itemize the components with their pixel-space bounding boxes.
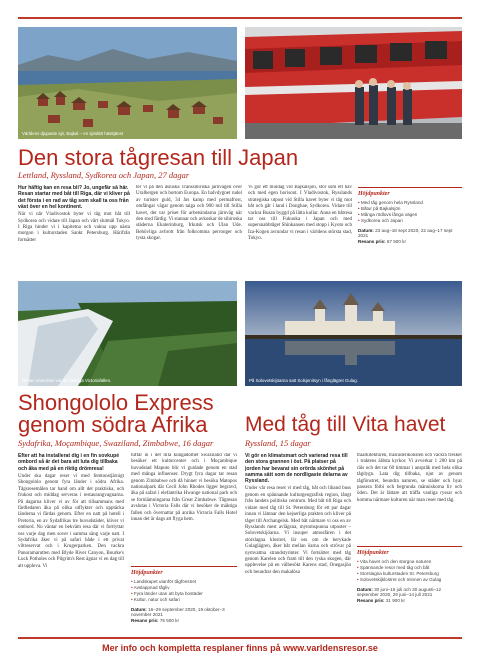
article3-lead: Vi gör en klimatsmart och varierad resa till den stora grannen i öst. På platser på jorden har bevarat sin orörda skönhet på samma sätt som de nordligaste delarna av Ryssland. xyxy=(245,453,348,485)
article1-highlights xyxy=(358,187,462,245)
highlights-rule xyxy=(358,187,462,188)
article1-lead: Hur häftig kan en resa bli? Jo, ungefär så här. Resan startar med båt till Riga, där vi kliver på det första i en rad av tåg som skall ta oss från väst över en hel kontinent. xyxy=(18,185,130,210)
list-item: • Sydkorea och Japan xyxy=(358,218,462,224)
list-item: • Spännande resor med tåg och båt xyxy=(357,565,462,571)
price-label: Resans pris: xyxy=(131,618,159,624)
article2-col1-text: Under ska dagar reser vi med femtonstjärnigt Shongololo genom fyra länder i södra Afrika. Tågsresemålen tar hand om allt det praktiska, och frukost och middag serveras i restaurangvagnarna. På dagarna kliver vi av för att tillsammans med färdledaren åka på olika utflykter och upptäcka länderna vi färdas genom. Efter en natt på hotell i Pretoria, en av Sydafrikas tre huvudstäder, kliver vi ombord. Nu väntar en bekväm resa där vi fortlyttar oss varje dag men sover i samma säng varje natt. I Sydafrika åker vi på safari både i ett privat viltreservat och i Krugerparken. Den vackra Panoramarutten med Blyde River Canyon, Bourke's Luck Potholes och Pilgrim's Rest ägnar vi en dag till att uppleva. Vi xyxy=(18,473,124,569)
article1-col1-text: När vi når Vladivostok byter vi tåg mot båt till Sydkorea och vidare till Japan och vårt slutmål Tokyo. I Riga hinder vi i kapitetna och vakna upp nästa morgon i kulturstaden Sankt Petersburg. Härifrån fortsätter xyxy=(18,212,130,243)
article2-subtitle: Sydafrika, Moçambique, Swaziland, Zimbabwe, 16 dagar xyxy=(18,438,214,448)
trip-meta xyxy=(131,607,237,625)
bottom-rule xyxy=(18,637,462,639)
list-item: • Kultur, natur och safari xyxy=(131,597,237,603)
list-item: • Fyra länder utan att byta bostäder xyxy=(131,591,237,597)
trip-price: 31 900 kr xyxy=(385,598,406,604)
footer-link[interactable]: Mer info och kompletta resplaner finns på www.varldensresor.se xyxy=(102,643,378,653)
highlights-list xyxy=(358,200,462,224)
highlights-title: Höjdpunkter xyxy=(131,570,163,576)
article2-lead: Efter att ha installerat dig i en fin sovkupé ombord så är det bara att luta dig tillbaka och åka med på en riktig drömresa! xyxy=(18,453,120,472)
trip-meta xyxy=(358,228,462,246)
article1-col3-text: Vi gör ett muldag vid Bajkalsjön, stor som ett hav och med egen horisont. I Vladivostok, Rysslands strategiska utpost vid Stilla havet byter vi tåg mot båt och går i land i Donghae, Sydkorea. Vidare till vackra Busan byggd på lätta kullar. Anna en båtresa tar oss till Fukuoka i Japan och med supersnabbtåget Shinkansen med stopp i Kyoto och Iza-Kogen avrundar vi resan i världens största stad, Tokyo. xyxy=(248,185,352,242)
article3-col2-text: träarkitekturen, träsniderikonsten och vackra fresker i traktens äldsta kyrkor. Vi avverkar 1 200 km på räls och det tar 60 timmar i anspråk med hela olika tågdygn. Lata dig tillbaka, njut av genom tågfönstret, beundra naturen, se städer och byar passera förbi och begrunda människorna liv och öden. Det är lättare att träffa vanliga ryssar och komma närmare kulturen när man reser med tåg. xyxy=(357,453,462,503)
article3-title: Med tåg till Vita havet xyxy=(245,413,446,436)
article3-highlights xyxy=(357,546,462,604)
article3-col1 xyxy=(245,453,351,633)
dates-label: Datum: xyxy=(358,227,374,233)
list-item: • Storslagna kulturstaden St. Petersburg xyxy=(357,571,462,577)
list-item: • Med tåg genom hela Ryssland xyxy=(358,200,462,206)
top-rule xyxy=(18,17,462,19)
article2-title-line1: Shongololo Express xyxy=(18,390,214,415)
dates-label: Datum: xyxy=(131,606,147,612)
photo-caption: På Solovetskijöarna satt Solsjenitsyn i fånglägret Gulag. xyxy=(249,378,358,383)
article2-highlights xyxy=(131,566,237,624)
trip-price: 75 500 kr xyxy=(159,618,180,624)
article3-subtitle: Ryssland, 15 dagar xyxy=(245,438,311,448)
list-item: • Vita havet och den storgna naturen xyxy=(357,559,462,565)
dates-label: Datum: xyxy=(357,586,373,592)
article2-col2 xyxy=(131,453,237,553)
trip-meta xyxy=(357,587,462,605)
victoria-falls-photo xyxy=(18,281,237,386)
trip-price: 67 500 kr xyxy=(386,239,407,245)
article2-col2-text: tuffar in i det lilla kungadömet Swaziland där vi besöker ett kulturcenter och i Moçambique huvudstad Maputo blir vi guidade genom en stad med många influenser. Drygt fyra dagar tar resan genom Zimbabwe och då hinner vi besöka Matopos nationalpark där Cecil John Rhodes ligger begravd, åka på safari i elefantrika Hwange national park och se fornlämningarna från Great Zimbabwe. Tågresan avslutas i Victoria Falls där vi besöker de mäktiga fallen och övernattar på anrika Victoria Falls Hotel innan det är dags att flyga hem. xyxy=(131,453,237,523)
train-photo xyxy=(245,27,462,139)
article3-col2 xyxy=(357,453,462,539)
article1-subtitle: Lettland, Ryssland, Sydkorea och Japan, 27 dagar xyxy=(18,170,190,180)
highlights-list xyxy=(131,579,237,603)
highlights-list xyxy=(357,559,462,583)
article1-col1 xyxy=(18,185,130,273)
list-item: • Båtur på Bajkalsjön xyxy=(358,206,462,212)
article2-col1 xyxy=(18,453,124,633)
trip-dates: 30 juni–15 juli och 30 augusti–12 september 2020, 29 juni–14 juli 2021 xyxy=(357,586,442,598)
solovetsky-photo xyxy=(245,281,462,386)
highlights-rule xyxy=(357,546,462,547)
highlights-title: Höjdpunkter xyxy=(358,191,390,197)
list-item: • Solovetskijklostret och minnen av Gulag xyxy=(357,577,462,583)
lake-baikal-photo xyxy=(18,27,237,139)
list-item: • Landskapet utanför tågfönstret xyxy=(131,579,237,585)
list-item: • Många rödluvs långa vägen xyxy=(358,212,462,218)
article1-col2 xyxy=(136,185,242,273)
article1-title: Den stora tågresan till Japan xyxy=(18,145,299,170)
highlights-rule xyxy=(131,566,237,567)
article3-col1-text: Under vår resa reser vi med tåg, båt och liband buss genom en spännande kulturgeografisk region, långt från landets politiska centrum. Med båt till Riga och vidare med tåg till St. Petersburg för ett par dagar innan vi lämnar den kejserliga prakten och kliver på tåget till Archangelsk. Med båt närmare vi oss en av Rysslands mest avlägsna, mytomspunna utposter – Solovetskijöarna. Vi insuper atmosfären i det storslagna klostret, lär oss om de berykade Gulaglägren, åker båt mellan öarna och strövar på nymvattna strandstyrinter. Vi fortsätter med tåg genom Karelen och fram till den ryska skogen, där upplevelse på en välbesökt Karens stad, Onegasjön och beundrar den makalösa xyxy=(245,486,351,575)
price-label: Resans pris: xyxy=(358,239,386,245)
article1-col3 xyxy=(248,185,352,273)
photo-caption: Världens djupaste sjö, Bajkal – en sjöslätt hästtjänst xyxy=(22,131,124,136)
list-item: • Avslappnad tågliv xyxy=(131,585,237,591)
photo-caption: Resan utvecklas vid de mäktiga Victoriafallen. xyxy=(22,378,112,383)
article1-col2-text: ter vi på den åsniska Transsibiriska järnvägen över Uralbergen och bortom Europa. En halvdygnet rudel av turister guld, 34 års kamp med permafrost, omfångar vägar genom taiga och 900 mil till Stilla havet, det var priset för arbetsindarna järnväg när den stod färdig. Vi stannar och avkoskar de sibiroska städerna Ekaterinburg, Irkutsk och Ulan Ude. Behövliga avbrott från folkromma perronger och tysta skogar. xyxy=(136,185,242,242)
trip-dates: 23 aug–18 sept 2020, 22 aug–17 sept 2021 xyxy=(358,227,453,239)
price-label: Resans pris: xyxy=(357,598,385,604)
trip-dates: 16–29 september 2020, 19 oktober–3 november 2021 xyxy=(131,606,225,618)
highlights-title: Höjdpunkter xyxy=(357,550,389,556)
article2-title-line2: genom södra Afrika xyxy=(18,412,208,437)
